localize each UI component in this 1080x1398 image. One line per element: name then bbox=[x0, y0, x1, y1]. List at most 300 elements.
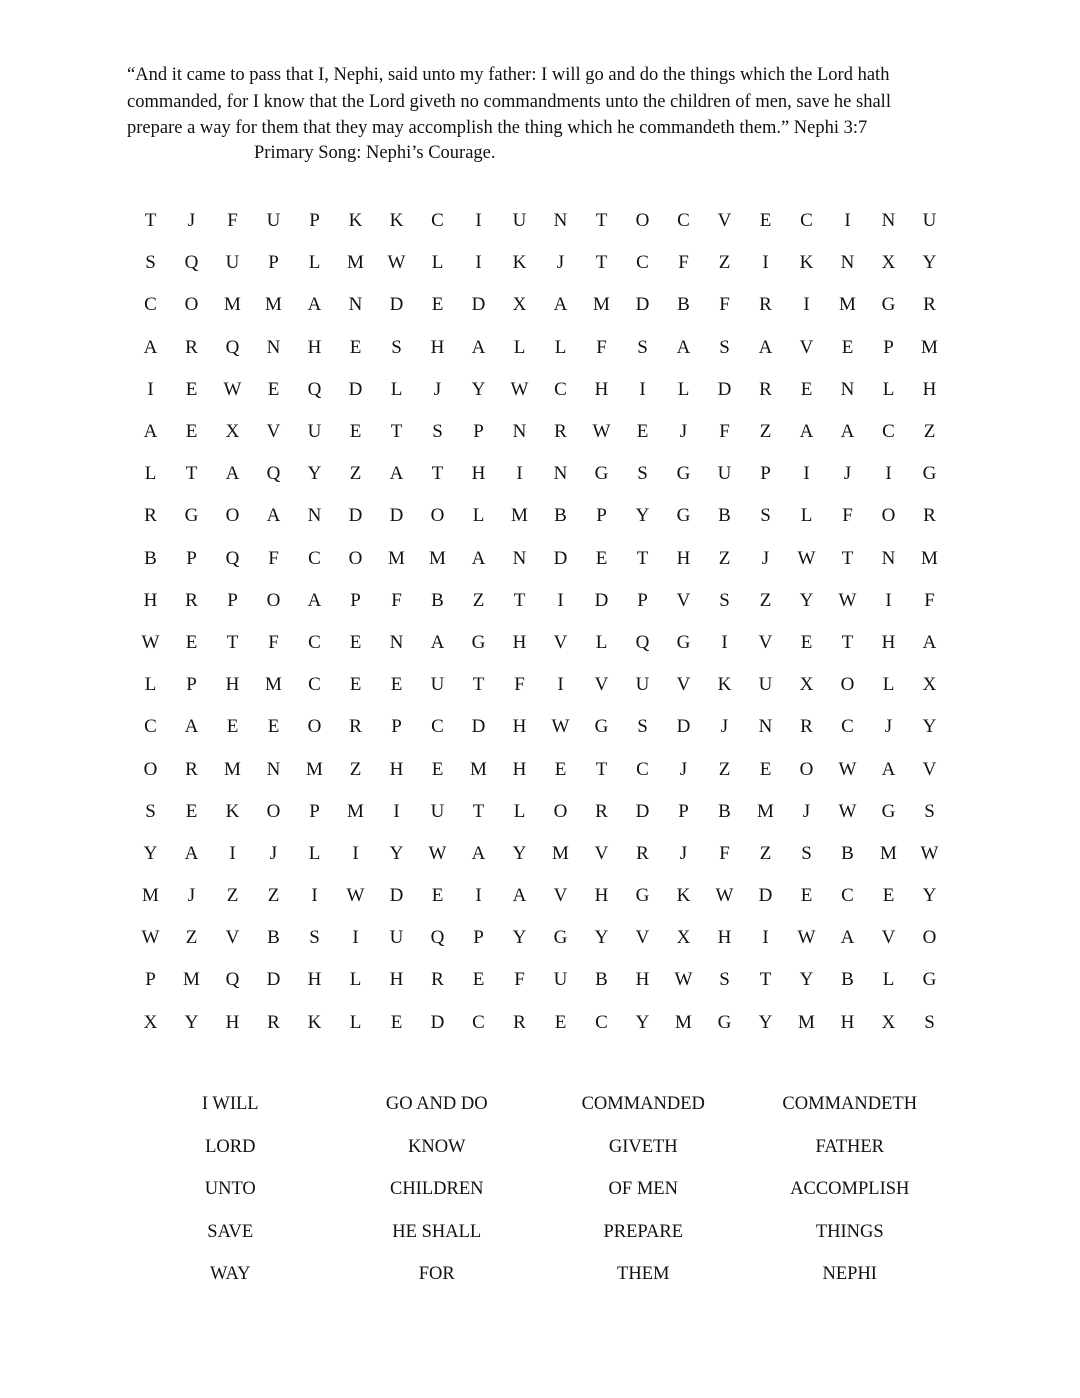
grid-letter[interactable]: M bbox=[593, 294, 610, 316]
grid-letter[interactable]: Y bbox=[471, 378, 486, 400]
grid-letter[interactable]: V bbox=[635, 927, 650, 949]
grid-letter[interactable]: R bbox=[595, 800, 608, 822]
grid-letter[interactable]: H bbox=[881, 631, 896, 653]
grid-letter[interactable]: C bbox=[636, 758, 649, 780]
grid-letter[interactable]: M bbox=[757, 800, 774, 822]
grid-letter[interactable]: D bbox=[430, 1011, 445, 1033]
grid-letter[interactable]: J bbox=[720, 716, 729, 738]
grid-letter[interactable]: I bbox=[147, 378, 154, 400]
grid-letter[interactable]: A bbox=[840, 421, 855, 443]
grid-letter[interactable]: Z bbox=[472, 589, 485, 611]
grid-letter[interactable]: M bbox=[511, 505, 528, 527]
grid-letter[interactable]: U bbox=[922, 210, 937, 232]
grid-letter[interactable]: C bbox=[144, 716, 157, 738]
grid-letter[interactable]: C bbox=[677, 210, 690, 232]
grid-letter[interactable]: E bbox=[759, 210, 772, 232]
grid-letter[interactable]: U bbox=[758, 674, 773, 696]
grid-letter[interactable]: X bbox=[922, 674, 937, 696]
grid-letter[interactable]: W bbox=[920, 842, 939, 864]
grid-letter[interactable]: N bbox=[266, 336, 281, 358]
grid-letter[interactable]: Q bbox=[225, 969, 240, 991]
grid-letter[interactable]: F bbox=[227, 210, 238, 232]
grid-letter[interactable]: H bbox=[594, 885, 609, 907]
grid-letter[interactable]: L bbox=[431, 252, 444, 274]
grid-letter[interactable]: P bbox=[145, 969, 156, 991]
grid-letter[interactable]: P bbox=[883, 336, 894, 358]
grid-letter[interactable]: P bbox=[473, 927, 484, 949]
grid-letter[interactable]: P bbox=[473, 421, 484, 443]
grid-letter[interactable]: H bbox=[840, 1011, 855, 1033]
grid-letter[interactable]: W bbox=[797, 927, 816, 949]
grid-letter[interactable]: V bbox=[594, 842, 609, 864]
grid-letter[interactable]: R bbox=[513, 1011, 526, 1033]
grid-letter[interactable]: X bbox=[676, 927, 691, 949]
grid-letter[interactable]: M bbox=[798, 1011, 815, 1033]
grid-letter[interactable]: J bbox=[187, 210, 196, 232]
grid-letter[interactable]: E bbox=[267, 378, 280, 400]
grid-letter[interactable]: T bbox=[841, 631, 854, 653]
grid-letter[interactable]: J bbox=[843, 463, 852, 485]
grid-letter[interactable]: D bbox=[266, 969, 281, 991]
grid-letter[interactable]: D bbox=[594, 589, 609, 611]
grid-letter[interactable]: F bbox=[719, 294, 730, 316]
grid-letter[interactable]: A bbox=[676, 336, 691, 358]
grid-letter[interactable]: O bbox=[266, 589, 281, 611]
grid-letter[interactable]: A bbox=[430, 631, 445, 653]
grid-letter[interactable]: Y bbox=[635, 505, 650, 527]
grid-letter[interactable]: D bbox=[348, 378, 363, 400]
grid-letter[interactable]: D bbox=[676, 716, 691, 738]
grid-letter[interactable]: W bbox=[223, 378, 242, 400]
grid-letter[interactable]: Y bbox=[389, 842, 404, 864]
grid-letter[interactable]: Z bbox=[759, 842, 772, 864]
grid-letter[interactable]: I bbox=[762, 927, 769, 949]
grid-letter[interactable]: I bbox=[352, 927, 359, 949]
grid-letter[interactable]: M bbox=[921, 336, 938, 358]
grid-letter[interactable]: O bbox=[922, 927, 937, 949]
grid-letter[interactable]: W bbox=[838, 800, 857, 822]
grid-letter[interactable]: O bbox=[143, 758, 158, 780]
grid-letter[interactable]: G bbox=[594, 716, 609, 738]
grid-letter[interactable]: J bbox=[556, 252, 565, 274]
grid-letter[interactable]: A bbox=[143, 336, 158, 358]
grid-letter[interactable]: Z bbox=[185, 927, 198, 949]
grid-letter[interactable]: L bbox=[882, 674, 895, 696]
grid-letter[interactable]: I bbox=[475, 885, 482, 907]
grid-letter[interactable]: I bbox=[229, 842, 236, 864]
grid-letter[interactable]: E bbox=[800, 631, 813, 653]
grid-letter[interactable]: E bbox=[226, 716, 239, 738]
grid-letter[interactable]: S bbox=[637, 716, 648, 738]
grid-letter[interactable]: L bbox=[390, 378, 403, 400]
grid-letter[interactable]: V bbox=[676, 674, 691, 696]
grid-letter[interactable]: A bbox=[471, 547, 486, 569]
grid-letter[interactable]: E bbox=[349, 421, 362, 443]
grid-letter[interactable]: Q bbox=[184, 252, 199, 274]
grid-letter[interactable]: P bbox=[637, 589, 648, 611]
grid-letter[interactable]: L bbox=[472, 505, 485, 527]
grid-letter[interactable]: G bbox=[553, 927, 568, 949]
grid-letter[interactable]: Y bbox=[922, 716, 937, 738]
grid-letter[interactable]: Z bbox=[718, 252, 731, 274]
grid-letter[interactable]: X bbox=[225, 421, 240, 443]
grid-letter[interactable]: C bbox=[472, 1011, 485, 1033]
grid-letter[interactable]: F bbox=[268, 547, 279, 569]
grid-letter[interactable]: A bbox=[799, 421, 814, 443]
grid-letter[interactable]: T bbox=[144, 210, 157, 232]
grid-letter[interactable]: C bbox=[595, 1011, 608, 1033]
grid-letter[interactable]: M bbox=[347, 800, 364, 822]
grid-letter[interactable]: I bbox=[803, 294, 810, 316]
grid-letter[interactable]: S bbox=[637, 463, 648, 485]
grid-letter[interactable]: O bbox=[225, 505, 240, 527]
grid-letter[interactable]: R bbox=[349, 716, 362, 738]
grid-letter[interactable]: E bbox=[349, 674, 362, 696]
grid-letter[interactable]: Q bbox=[307, 378, 322, 400]
grid-letter[interactable]: W bbox=[715, 885, 734, 907]
grid-letter[interactable]: I bbox=[393, 800, 400, 822]
grid-letter[interactable]: T bbox=[390, 421, 403, 443]
grid-letter[interactable]: A bbox=[471, 842, 486, 864]
grid-letter[interactable]: Q bbox=[225, 336, 240, 358]
grid-letter[interactable]: R bbox=[759, 378, 772, 400]
grid-letter[interactable]: R bbox=[554, 421, 567, 443]
grid-letter[interactable]: H bbox=[676, 547, 691, 569]
grid-letter[interactable]: V bbox=[799, 336, 814, 358]
grid-letter[interactable]: S bbox=[391, 336, 402, 358]
grid-letter[interactable]: I bbox=[639, 378, 646, 400]
grid-letter[interactable]: C bbox=[144, 294, 157, 316]
grid-letter[interactable]: W bbox=[838, 758, 857, 780]
grid-letter[interactable]: R bbox=[185, 758, 198, 780]
grid-letter[interactable]: R bbox=[431, 969, 444, 991]
grid-letter[interactable]: X bbox=[512, 294, 527, 316]
grid-letter[interactable]: K bbox=[717, 674, 732, 696]
grid-letter[interactable]: F bbox=[391, 589, 402, 611]
grid-letter[interactable]: E bbox=[554, 758, 567, 780]
grid-letter[interactable]: N bbox=[553, 463, 568, 485]
grid-letter[interactable]: V bbox=[758, 631, 773, 653]
grid-letter[interactable]: J bbox=[187, 885, 196, 907]
grid-letter[interactable]: E bbox=[595, 547, 608, 569]
grid-letter[interactable]: V bbox=[266, 421, 281, 443]
grid-letter[interactable]: U bbox=[430, 800, 445, 822]
grid-letter[interactable]: I bbox=[475, 252, 482, 274]
grid-letter[interactable]: B bbox=[267, 927, 280, 949]
grid-letter[interactable]: S bbox=[719, 969, 730, 991]
grid-letter[interactable]: G bbox=[881, 294, 896, 316]
grid-letter[interactable]: H bbox=[512, 758, 527, 780]
grid-letter[interactable]: L bbox=[349, 969, 362, 991]
grid-letter[interactable]: B bbox=[841, 842, 854, 864]
grid-letter[interactable]: O bbox=[553, 800, 568, 822]
grid-letter[interactable]: E bbox=[431, 758, 444, 780]
grid-letter[interactable]: R bbox=[923, 505, 936, 527]
grid-letter[interactable]: T bbox=[595, 252, 608, 274]
grid-letter[interactable]: T bbox=[595, 758, 608, 780]
grid-letter[interactable]: N bbox=[758, 716, 773, 738]
grid-letter[interactable]: F bbox=[514, 969, 525, 991]
grid-letter[interactable]: V bbox=[881, 927, 896, 949]
grid-letter[interactable]: R bbox=[800, 716, 813, 738]
grid-letter[interactable]: K bbox=[799, 252, 814, 274]
grid-letter[interactable]: N bbox=[512, 547, 527, 569]
grid-letter[interactable]: F bbox=[596, 336, 607, 358]
grid-letter[interactable]: P bbox=[186, 547, 197, 569]
grid-letter[interactable]: H bbox=[512, 716, 527, 738]
grid-letter[interactable]: U bbox=[266, 210, 281, 232]
grid-letter[interactable]: Y bbox=[799, 969, 814, 991]
grid-letter[interactable]: I bbox=[557, 674, 564, 696]
grid-letter[interactable]: G bbox=[676, 631, 691, 653]
grid-letter[interactable]: R bbox=[636, 842, 649, 864]
grid-letter[interactable]: P bbox=[678, 800, 689, 822]
grid-letter[interactable]: L bbox=[308, 252, 321, 274]
grid-letter[interactable]: E bbox=[759, 758, 772, 780]
grid-letter[interactable]: T bbox=[226, 631, 239, 653]
grid-letter[interactable]: J bbox=[679, 842, 688, 864]
grid-letter[interactable]: L bbox=[349, 1011, 362, 1033]
grid-letter[interactable]: A bbox=[184, 842, 199, 864]
grid-letter[interactable]: W bbox=[674, 969, 693, 991]
grid-letter[interactable]: E bbox=[636, 421, 649, 443]
grid-letter[interactable]: Z bbox=[349, 758, 362, 780]
grid-letter[interactable]: Y bbox=[922, 885, 937, 907]
grid-letter[interactable]: C bbox=[841, 716, 854, 738]
grid-letter[interactable]: Z bbox=[759, 589, 772, 611]
grid-letter[interactable]: P bbox=[309, 210, 320, 232]
grid-letter[interactable]: P bbox=[227, 589, 238, 611]
grid-letter[interactable]: G bbox=[922, 463, 937, 485]
grid-letter[interactable]: K bbox=[348, 210, 363, 232]
grid-letter[interactable]: H bbox=[471, 463, 486, 485]
grid-letter[interactable]: H bbox=[594, 378, 609, 400]
grid-letter[interactable]: W bbox=[141, 631, 160, 653]
grid-letter[interactable]: G bbox=[471, 631, 486, 653]
grid-letter[interactable]: O bbox=[635, 210, 650, 232]
grid-letter[interactable]: I bbox=[721, 631, 728, 653]
grid-letter[interactable]: O bbox=[840, 674, 855, 696]
grid-letter[interactable]: F bbox=[719, 421, 730, 443]
grid-letter[interactable]: A bbox=[512, 885, 527, 907]
grid-letter[interactable]: Q bbox=[225, 547, 240, 569]
grid-letter[interactable]: U bbox=[389, 927, 404, 949]
grid-letter[interactable]: S bbox=[309, 927, 320, 949]
grid-letter[interactable]: A bbox=[922, 631, 937, 653]
grid-letter[interactable]: D bbox=[348, 505, 363, 527]
grid-letter[interactable]: B bbox=[718, 505, 731, 527]
grid-letter[interactable]: P bbox=[268, 252, 279, 274]
grid-letter[interactable]: Y bbox=[922, 252, 937, 274]
grid-letter[interactable]: N bbox=[512, 421, 527, 443]
grid-letter[interactable]: J bbox=[679, 758, 688, 780]
grid-letter[interactable]: D bbox=[389, 294, 404, 316]
grid-letter[interactable]: R bbox=[185, 336, 198, 358]
grid-letter[interactable]: S bbox=[432, 421, 443, 443]
grid-letter[interactable]: W bbox=[592, 421, 611, 443]
grid-letter[interactable]: B bbox=[595, 969, 608, 991]
grid-letter[interactable]: B bbox=[677, 294, 690, 316]
grid-letter[interactable]: G bbox=[881, 800, 896, 822]
grid-letter[interactable]: Z bbox=[923, 421, 936, 443]
grid-letter[interactable]: L bbox=[882, 969, 895, 991]
grid-letter[interactable]: J bbox=[761, 547, 770, 569]
grid-letter[interactable]: M bbox=[675, 1011, 692, 1033]
grid-letter[interactable]: L bbox=[554, 336, 567, 358]
grid-letter[interactable]: G bbox=[635, 885, 650, 907]
grid-letter[interactable]: J bbox=[433, 378, 442, 400]
grid-letter[interactable]: A bbox=[307, 294, 322, 316]
grid-letter[interactable]: C bbox=[431, 716, 444, 738]
grid-letter[interactable]: E bbox=[185, 378, 198, 400]
grid-letter[interactable]: T bbox=[185, 463, 198, 485]
grid-letter[interactable]: E bbox=[841, 336, 854, 358]
grid-letter[interactable]: E bbox=[882, 885, 895, 907]
grid-letter[interactable]: C bbox=[882, 421, 895, 443]
grid-letter[interactable]: T bbox=[472, 674, 485, 696]
grid-letter[interactable]: Z bbox=[267, 885, 280, 907]
grid-letter[interactable]: W bbox=[387, 252, 406, 274]
grid-letter[interactable]: C bbox=[308, 631, 321, 653]
grid-letter[interactable]: N bbox=[881, 210, 896, 232]
grid-letter[interactable]: J bbox=[269, 842, 278, 864]
grid-letter[interactable]: A bbox=[758, 336, 773, 358]
grid-letter[interactable]: I bbox=[844, 210, 851, 232]
grid-letter[interactable]: H bbox=[307, 336, 322, 358]
grid-letter[interactable]: Y bbox=[307, 463, 322, 485]
grid-letter[interactable]: B bbox=[841, 969, 854, 991]
grid-letter[interactable]: R bbox=[144, 505, 157, 527]
grid-letter[interactable]: U bbox=[307, 421, 322, 443]
grid-letter[interactable]: R bbox=[759, 294, 772, 316]
grid-letter[interactable]: S bbox=[924, 800, 935, 822]
grid-letter[interactable]: O bbox=[348, 547, 363, 569]
grid-letter[interactable]: I bbox=[885, 589, 892, 611]
grid-letter[interactable]: O bbox=[430, 505, 445, 527]
grid-letter[interactable]: D bbox=[471, 716, 486, 738]
grid-letter[interactable]: O bbox=[799, 758, 814, 780]
grid-letter[interactable]: T bbox=[636, 547, 649, 569]
grid-letter[interactable]: E bbox=[431, 885, 444, 907]
grid-letter[interactable]: M bbox=[265, 294, 282, 316]
grid-letter[interactable]: U bbox=[430, 674, 445, 696]
grid-letter[interactable]: N bbox=[881, 547, 896, 569]
grid-letter[interactable]: X bbox=[881, 1011, 896, 1033]
grid-letter[interactable]: A bbox=[266, 505, 281, 527]
grid-letter[interactable]: J bbox=[884, 716, 893, 738]
grid-letter[interactable]: M bbox=[142, 885, 159, 907]
grid-letter[interactable]: A bbox=[143, 421, 158, 443]
grid-letter[interactable]: C bbox=[308, 547, 321, 569]
grid-letter[interactable]: L bbox=[513, 800, 526, 822]
grid-letter[interactable]: W bbox=[141, 927, 160, 949]
grid-letter[interactable]: H bbox=[225, 674, 240, 696]
grid-letter[interactable]: U bbox=[717, 463, 732, 485]
grid-letter[interactable]: M bbox=[880, 842, 897, 864]
grid-letter[interactable]: H bbox=[389, 969, 404, 991]
grid-letter[interactable]: W bbox=[346, 885, 365, 907]
grid-letter[interactable]: Y bbox=[143, 842, 158, 864]
grid-letter[interactable]: F bbox=[719, 842, 730, 864]
grid-letter[interactable]: V bbox=[225, 927, 240, 949]
grid-letter[interactable]: I bbox=[475, 210, 482, 232]
grid-letter[interactable]: G bbox=[676, 463, 691, 485]
grid-letter[interactable]: N bbox=[266, 758, 281, 780]
grid-letter[interactable]: T bbox=[472, 800, 485, 822]
grid-letter[interactable]: I bbox=[352, 842, 359, 864]
grid-letter[interactable]: Y bbox=[799, 589, 814, 611]
grid-letter[interactable]: P bbox=[391, 716, 402, 738]
grid-letter[interactable]: M bbox=[470, 758, 487, 780]
grid-letter[interactable]: H bbox=[389, 758, 404, 780]
grid-letter[interactable]: V bbox=[676, 589, 691, 611]
grid-letter[interactable]: U bbox=[225, 252, 240, 274]
grid-letter[interactable]: L bbox=[882, 378, 895, 400]
grid-letter[interactable]: D bbox=[389, 885, 404, 907]
grid-letter[interactable]: B bbox=[554, 505, 567, 527]
grid-letter[interactable]: E bbox=[554, 1011, 567, 1033]
grid-letter[interactable]: Z bbox=[718, 547, 731, 569]
grid-letter[interactable]: O bbox=[266, 800, 281, 822]
grid-letter[interactable]: C bbox=[636, 252, 649, 274]
grid-letter[interactable]: S bbox=[924, 1011, 935, 1033]
grid-letter[interactable]: L bbox=[513, 336, 526, 358]
grid-letter[interactable]: V bbox=[553, 885, 568, 907]
grid-letter[interactable]: F bbox=[924, 589, 935, 611]
grid-letter[interactable]: E bbox=[431, 294, 444, 316]
grid-letter[interactable]: D bbox=[389, 505, 404, 527]
grid-letter[interactable]: A bbox=[389, 463, 404, 485]
grid-letter[interactable]: W bbox=[428, 842, 447, 864]
grid-letter[interactable]: H bbox=[143, 589, 158, 611]
grid-letter[interactable]: T bbox=[759, 969, 772, 991]
grid-letter[interactable]: S bbox=[719, 336, 730, 358]
grid-letter[interactable]: R bbox=[267, 1011, 280, 1033]
grid-letter[interactable]: L bbox=[595, 631, 608, 653]
grid-letter[interactable]: I bbox=[762, 252, 769, 274]
grid-letter[interactable]: D bbox=[717, 378, 732, 400]
grid-letter[interactable]: N bbox=[840, 378, 855, 400]
grid-letter[interactable]: U bbox=[553, 969, 568, 991]
grid-letter[interactable]: F bbox=[514, 674, 525, 696]
grid-letter[interactable]: M bbox=[183, 969, 200, 991]
grid-letter[interactable]: L bbox=[144, 463, 157, 485]
grid-letter[interactable]: T bbox=[513, 589, 526, 611]
grid-letter[interactable]: H bbox=[307, 969, 322, 991]
grid-letter[interactable]: K bbox=[512, 252, 527, 274]
grid-letter[interactable]: D bbox=[635, 294, 650, 316]
grid-letter[interactable]: U bbox=[512, 210, 527, 232]
grid-letter[interactable]: L bbox=[677, 378, 690, 400]
grid-letter[interactable]: L bbox=[308, 842, 321, 864]
grid-letter[interactable]: D bbox=[553, 547, 568, 569]
grid-letter[interactable]: W bbox=[551, 716, 570, 738]
grid-letter[interactable]: F bbox=[678, 252, 689, 274]
grid-letter[interactable]: P bbox=[596, 505, 607, 527]
grid-letter[interactable]: M bbox=[839, 294, 856, 316]
grid-letter[interactable]: S bbox=[145, 800, 156, 822]
grid-letter[interactable]: M bbox=[347, 252, 364, 274]
grid-letter[interactable]: Y bbox=[758, 1011, 773, 1033]
grid-letter[interactable]: Q bbox=[266, 463, 281, 485]
grid-letter[interactable]: Y bbox=[635, 1011, 650, 1033]
grid-letter[interactable]: P bbox=[309, 800, 320, 822]
grid-letter[interactable]: G bbox=[922, 969, 937, 991]
grid-letter[interactable]: M bbox=[224, 294, 241, 316]
grid-letter[interactable]: K bbox=[225, 800, 240, 822]
grid-letter[interactable]: I bbox=[516, 463, 523, 485]
grid-letter[interactable]: O bbox=[881, 505, 896, 527]
